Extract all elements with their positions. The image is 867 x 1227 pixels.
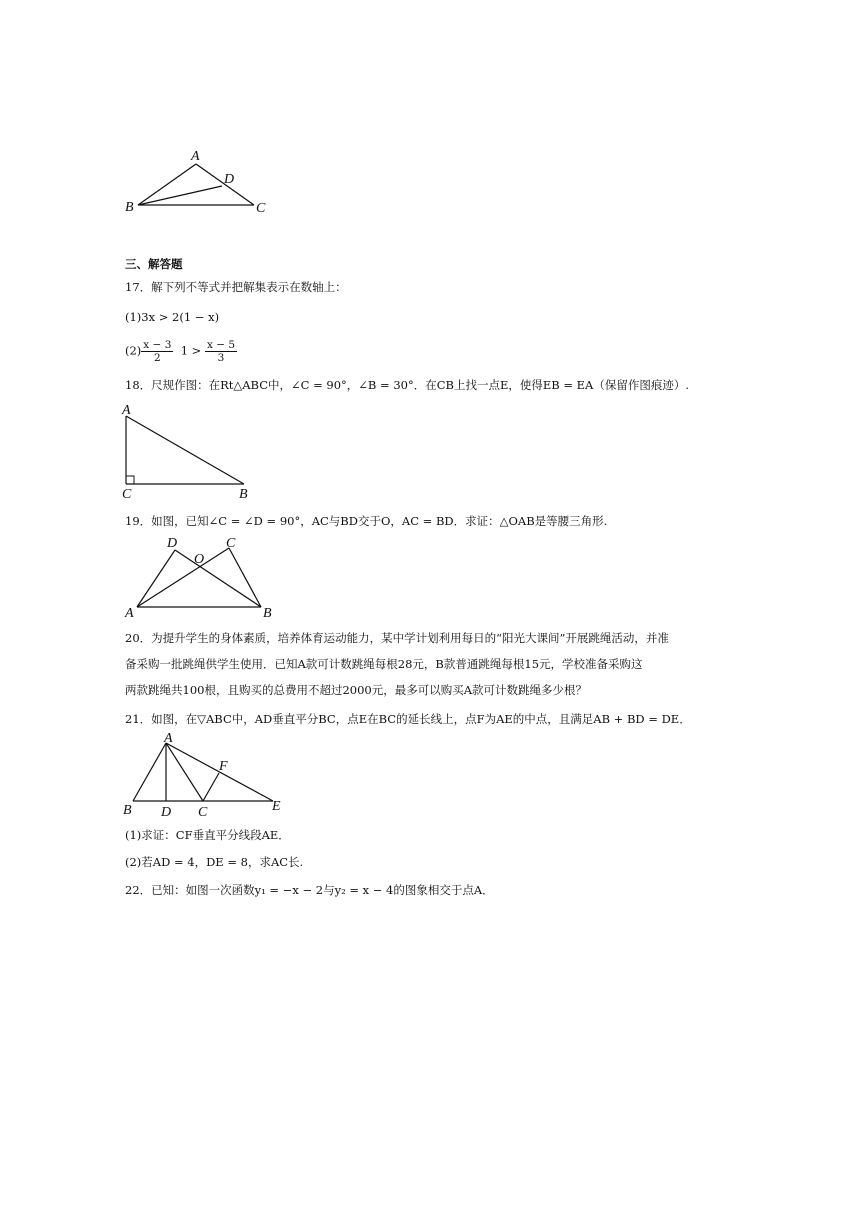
label-o: O [194,552,205,567]
label-b: B [263,606,272,621]
figure-crossed-triangles [115,533,285,623]
q20-line2: 备采购一批跳绳供学生使用．已知A款可计数跳绳每根28元，B款普通跳绳每根15元，学校准备采购这 [125,657,643,671]
section-title: 三、解答题 [125,257,183,271]
q17-right-den: 3 [217,352,225,364]
label-c: C [198,805,208,820]
label-b: B [123,803,132,818]
q22-text: 22．已知：如图一次函数y₁ = −x − 2与y₂ = x − 4的图象相交于点A． [125,883,494,897]
q21-part1: (1)求证：CF垂直平分线段AE． [125,828,290,842]
q21-part2: (2)若AD = 4，DE = 8，求AC长. [125,855,304,869]
label-a: A [125,606,134,621]
q17-part2 [125,339,237,364]
label-c: C [122,487,132,502]
label-f: F [219,759,228,774]
q17-left-num: x − 3 [143,339,172,351]
q18-text: 18．尺规作图：在Rt△ABC中，∠C = 90°，∠B = 30°．在CB上找一点E，使得EB = EA（保留作图痕迹）. [125,378,689,392]
q20-line3: 两款跳绳共100根，且购买的总费用不超过2000元，最多可以购买A款可计数跳绳多少根？ [125,683,588,697]
figure-right-triangle [115,400,265,505]
label-d: D [224,172,235,187]
q17-right-fraction [205,339,237,364]
q21-text: 21．如图，在▽ABC中，AD垂直平分BC，点E在BC的延长线上，点F为AE的中点，且满足AB + BD = DE． [125,712,691,726]
label-d: D [161,805,172,820]
q17-stem: 17．解下列不等式并把解集表示在数轴上： [125,280,347,294]
figure-triangle-abcef [115,732,295,822]
label-a: A [122,403,131,418]
q20-line1: 20．为提升学生的身体素质，培养体育运动能力，某中学计划利用每日的“阳光大课间”开展跳绳活动，并准 [125,631,669,645]
label-b: B [125,200,134,215]
q17-part1: (1)3x > 2(1 − x) [125,310,220,324]
q17-right-num: x − 5 [206,339,236,351]
label-b: B [239,487,248,502]
figure-triangle-abc-d [120,145,280,225]
label-a: A [191,149,200,164]
q17-part2-label: (2) [125,343,142,358]
label-a: A [164,731,173,746]
label-d: D [167,536,178,551]
label-c: C [256,201,266,216]
label-e: E [272,799,281,814]
q17-left-den: 2 [153,352,161,364]
label-c: C [226,536,236,551]
q17-mid: 1 > [180,343,202,358]
q19-text: 19．如图，已知∠C = ∠D = 90°，AC与BD交于O，AC = BD．求证：△OAB是等腰三角形. [125,514,608,528]
q17-left-fraction [141,339,173,364]
